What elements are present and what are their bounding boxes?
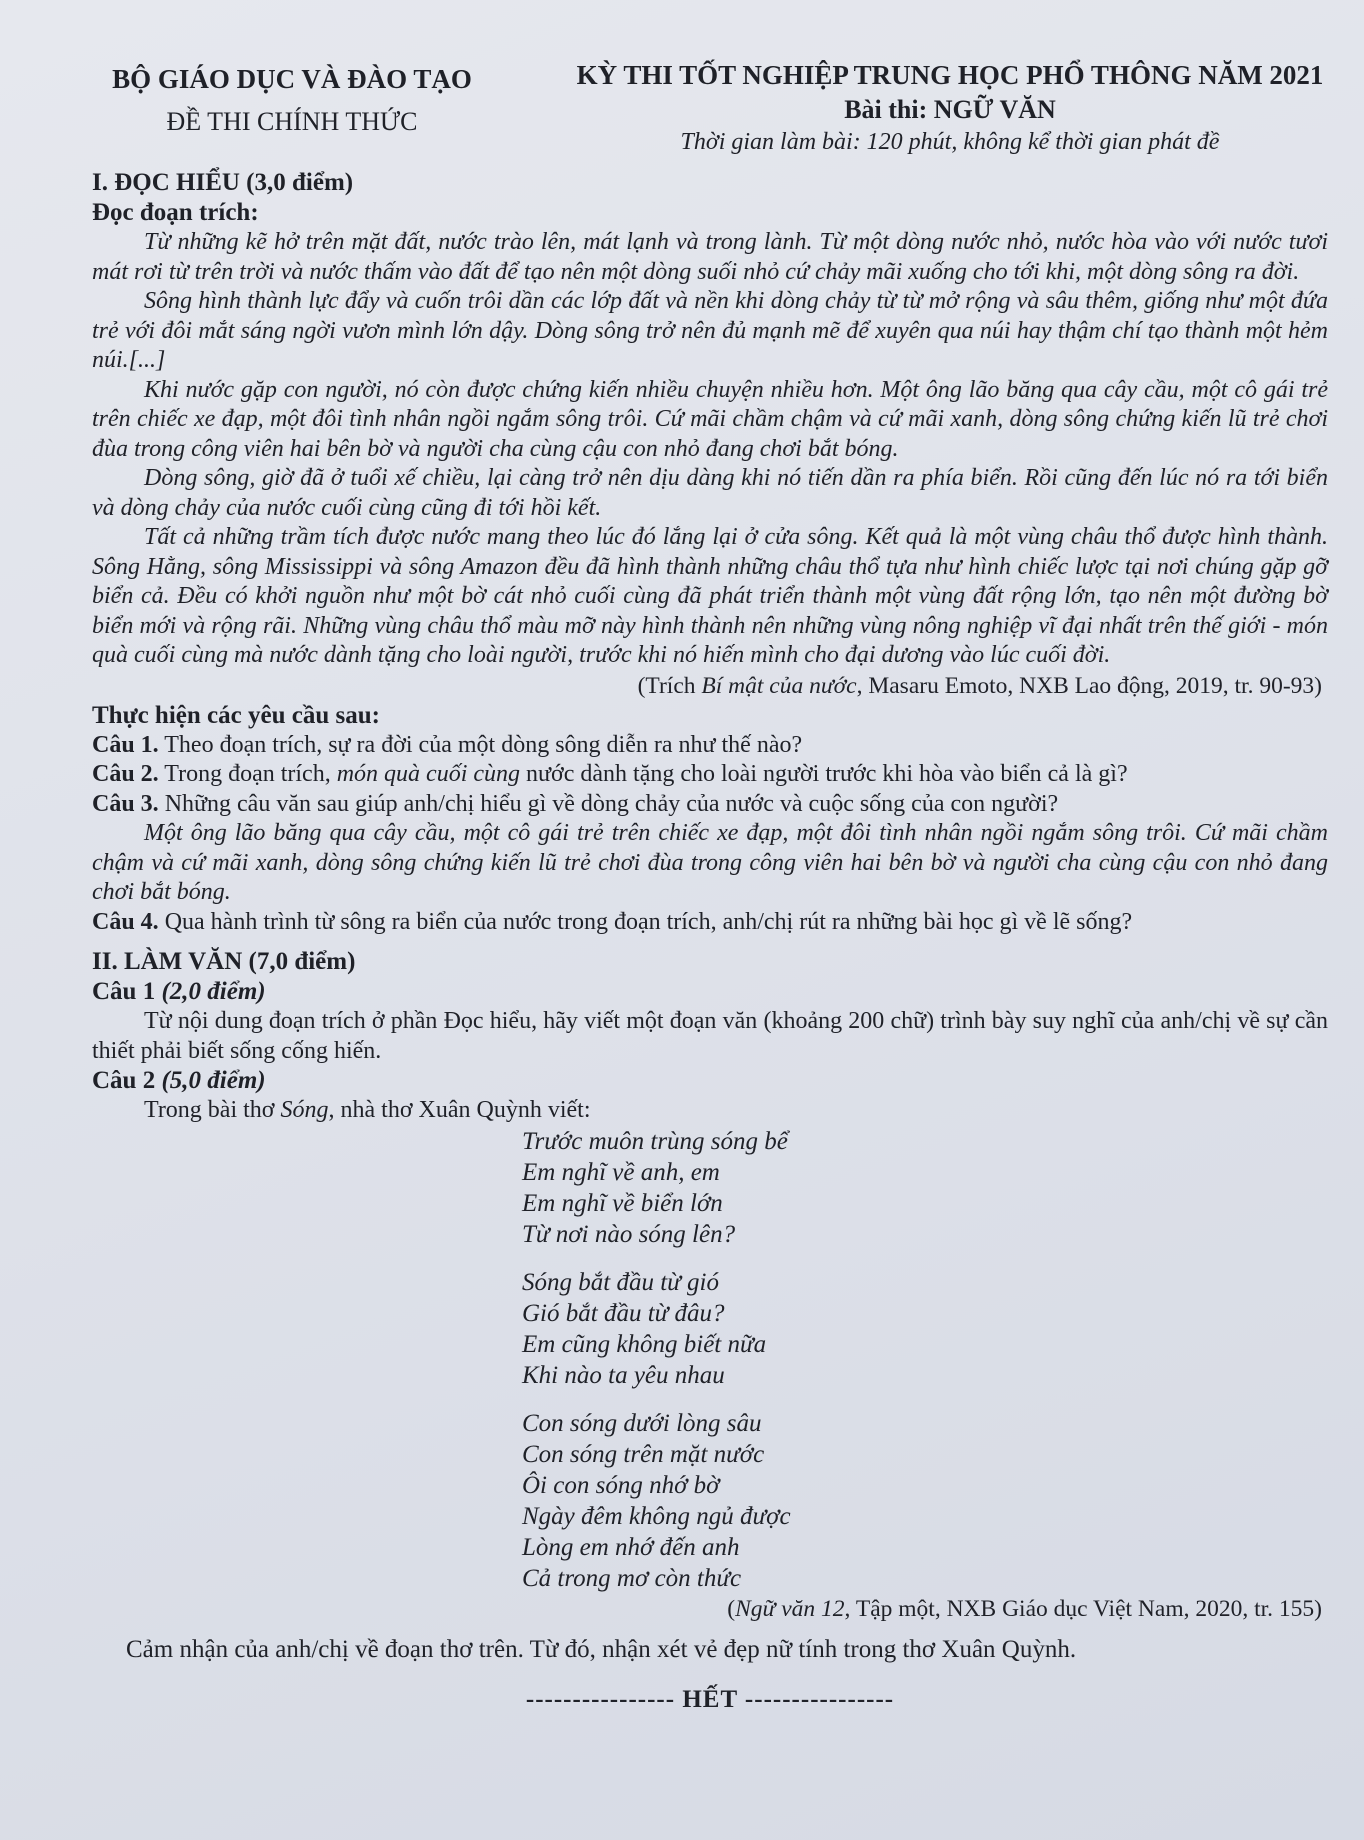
question-text: Qua hành trình từ sông ra biển của nước trong đoạn trích, anh/chị rút ra những bài học gì về lẽ sống?	[158, 908, 1133, 935]
question-2	[92, 760, 1328, 790]
question-text: nước dành tặng cho loài người trước khi hòa vào biển cả là gì?	[520, 761, 1128, 787]
part1-title: I. ĐỌC HIỂU (3,0 điểm)	[92, 169, 354, 196]
question-label: Câu 2.	[92, 761, 159, 787]
ministry-name: BỘ GIÁO DỤC VÀ ĐÀO TẠO	[112, 64, 472, 94]
essay-2-task: Cảm nhận của anh/chị về đoạn thơ trên. Từ đó, nhận xét vẻ đẹp nữ tính trong thơ Xuân Quỳnh.	[126, 1635, 1077, 1663]
question-label: Câu 4.	[92, 908, 159, 935]
exam-time: Thời gian làm bài: 120 phút, không kể thời gian phát đề	[680, 129, 1220, 155]
excerpt-paragraph: Từ những kẽ hở trên mặt đất, nước trào lên, mát lạnh và trong lành. Từ một dòng nước nhỏ, nước hòa vào với nước tươi mát rơi từ trên trời và nước thấm vào đất để tạo nên một dòng suối nhỏ cứ chảy mãi xuống cho tới khi, một dòng sông ra đời.	[92, 229, 1328, 285]
excerpt-source	[92, 671, 1328, 701]
source-open: (Trích	[637, 672, 702, 699]
poem-line: Cả trong mơ còn thức	[522, 1564, 742, 1592]
official-label: ĐỀ THI CHÍNH THỨC	[166, 107, 418, 136]
header-left	[92, 64, 492, 137]
excerpt-paragraph: Sông hình thành lực đẩy và cuốn trôi dần các lớp đất và nền khi dòng chảy từ từ mở rộng và sâu thêm, giống như một đứa trẻ với đôi mắt sáng ngời vươn mình lớn dậy. Dòng sông trở nên đủ mạnh mẽ để xuyên qua núi hay thậm chí tạo thành một hẻm núi.[...]	[92, 288, 1328, 373]
poem-title: Sóng	[280, 1097, 329, 1123]
header-right	[570, 60, 1330, 156]
question-4	[92, 908, 1328, 938]
excerpt-paragraph: Dòng sông, giờ đã ở tuổi xế chiều, lại càng trở nên dịu dàng khi nó tiến dần ra phía biển. Rồi cũng đến lúc nó ra tới biển và dòng chảy của nước cuối cùng cũng đi tới hồi kết.	[92, 465, 1328, 521]
source-title: Bí mật của nước	[701, 672, 857, 699]
excerpt-paragraph: Khi nước gặp con người, nó còn được chứng kiến nhiều chuyện nhiều hơn. Một ông lão băng qua cây cầu, một cô gái trẻ trên chiếc xe đạp, một đôi tình nhân ngồi ngắm sông trôi. Cứ mãi chầm chậm và cứ mãi xanh, dòng sông chứng kiến lũ trẻ chơi đùa trong công viên hai bên bờ và người cha cùng cậu con nhỏ đang chơi bắt bóng.	[92, 376, 1328, 462]
question-text: Trong đoạn trích,	[158, 761, 337, 787]
question-1	[92, 731, 1328, 761]
poem-line: Em nghĩ về anh, em	[522, 1158, 720, 1186]
poem-line: Em cũng không biết nữa	[522, 1330, 767, 1358]
exam-subject: Bài thi: NGỮ VĂN	[844, 95, 1056, 124]
poem-stanza	[522, 1408, 1328, 1594]
poem-line: Ôi con sóng nhớ bờ	[522, 1471, 720, 1499]
excerpt-intro: Đọc đoạn trích:	[92, 199, 259, 226]
source-title: Ngữ văn 12	[735, 1595, 845, 1622]
question-label: Câu 1.	[92, 731, 159, 758]
intro-text: Trong bài thơ	[144, 1097, 281, 1123]
poem-line: Trước muôn trùng sóng bể	[522, 1127, 788, 1155]
poem-line: Em nghĩ về biển lớn	[522, 1189, 723, 1217]
poem-line: Con sóng dưới lòng sâu	[522, 1409, 762, 1437]
essay-points: (5,0 điểm)	[161, 1067, 266, 1094]
poem-line: Sóng bắt đầu từ gió	[522, 1268, 719, 1296]
essay-2-heading	[92, 1066, 1328, 1096]
question-3-quote: Một ông lão băng qua cây cầu, một cô gái trẻ trên chiếc xe đạp, một đôi tình nhân ngồi ngắm sông trôi. Cứ mãi chầm chậm và cứ mãi xanh, dòng sông chứng kiến lũ trẻ chơi đùa trong công viên hai bên bờ và người cha cùng cậu con nhỏ đang chơi bắt bóng.	[92, 820, 1328, 905]
intro-text: , nhà thơ Xuân Quỳnh viết:	[328, 1097, 591, 1123]
poem-line: Con sóng trên mặt nước	[522, 1440, 765, 1468]
part2-title: II. LÀM VĂN (7,0 điểm)	[92, 948, 356, 975]
poem-line: Gió bắt đầu từ đâu?	[522, 1299, 725, 1327]
essay-label: Câu 1	[92, 978, 162, 1005]
source-rest: , Tập một, NXB Giáo dục Việt Nam, 2020, tr. 155)	[844, 1595, 1322, 1622]
essay-1-heading	[92, 977, 1328, 1007]
poem-line: Ngày đêm không ngủ được	[522, 1502, 791, 1530]
end-marker: ---------------- HẾT ----------------	[525, 1685, 895, 1713]
tasks-title: Thực hiện các yêu cầu sau:	[92, 701, 380, 729]
poem-line: Khi nào ta yêu nhau	[522, 1361, 725, 1389]
poem-line: Lòng em nhớ đến anh	[522, 1533, 740, 1561]
question-italic: món quà cuối cùng	[336, 761, 521, 787]
poem	[522, 1126, 1328, 1594]
source-open: (	[727, 1595, 736, 1622]
essay-label: Câu 2	[92, 1067, 162, 1094]
question-3	[92, 790, 1328, 820]
question-text: Theo đoạn trích, sự ra đời của một dòng sông diễn ra như thế nào?	[158, 731, 803, 758]
exam-header	[92, 54, 1328, 162]
essay-1-prompt: Từ nội dung đoạn trích ở phần Đọc hiểu, hãy viết một đoạn văn (khoảng 200 chữ) trình bày suy nghĩ của anh/chị về sự cần thiết phải biết sống cống hiến.	[92, 1008, 1328, 1064]
question-text: Những câu văn sau giúp anh/chị hiểu gì về dòng chảy của nước và cuộc sống của con người?	[158, 790, 1059, 817]
excerpt-paragraph: Tất cả những trầm tích được nước mang theo lúc đó lắng lại ở cửa sông. Kết quả là một vùng châu thổ được hình thành. Sông Hằng, sông Mississippi và sông Amazon đều đã hình thành những châu thổ tựa như hình chiếc lược tại nơi chúng gặp gỡ biển cả. Đều có khởi nguồn như một bờ cát nhỏ cuối cùng đã phát triển thành một vùng đất rộng lớn, tạo nên một đường bờ biển mới và rộng rãi. Những vùng châu thổ màu mỡ này hình thành nên những vùng nông nghiệp vĩ đại nhất trên thế giới - món quà cuối cùng mà nước dành tặng cho loài người, trước khi nó hiến mình cho đại dương vào lúc cuối đời.	[92, 524, 1328, 668]
poem-line: Từ nơi nào sóng lên?	[522, 1220, 736, 1248]
essay-2-intro	[92, 1096, 1328, 1126]
poem-stanza	[522, 1126, 1328, 1250]
question-label: Câu 3.	[92, 790, 159, 817]
poem-stanza	[522, 1267, 1328, 1391]
exam-title: KỲ THI TỐT NGHIỆP TRUNG HỌC PHỔ THÔNG NĂM 2021	[576, 60, 1324, 90]
source-rest: , Masaru Emoto, NXB Lao động, 2019, tr. 90-93)	[856, 672, 1322, 699]
essay-points: (2,0 điểm)	[161, 978, 266, 1005]
poem-source	[92, 1594, 1328, 1624]
